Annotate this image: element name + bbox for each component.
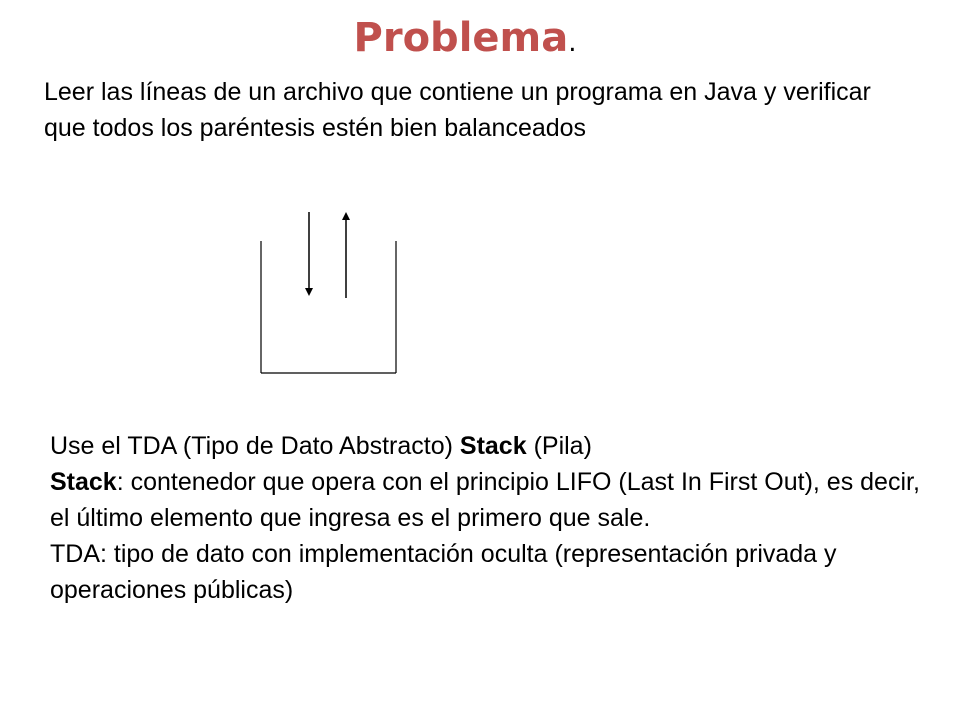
stack-term: Stack bbox=[50, 468, 117, 496]
tda-definition: TDA: tipo de dato con implementación oculta (representación privada y operaciones públicas) bbox=[50, 540, 837, 604]
tda-usage-stack: Stack bbox=[459, 432, 527, 460]
title-text: Problema bbox=[353, 15, 569, 61]
slide-title bbox=[0, 8, 930, 73]
stack-container bbox=[261, 241, 396, 373]
definitions-block bbox=[50, 428, 930, 608]
stack-definition-text: : contenedor que opera con el principio LIFO (Last In First Out), es decir, el último elemento que ingresa es el primero que sale. bbox=[50, 468, 920, 532]
problem-description: Leer las líneas de un archivo que contiene un programa en Java y verificar que todos los paréntesis estén bien balanceados bbox=[44, 78, 871, 142]
tda-usage-line bbox=[50, 428, 930, 464]
stack-diagram bbox=[250, 200, 410, 380]
tda-usage-prefix: Use el TDA (Tipo de Dato Abstracto) bbox=[50, 432, 460, 460]
tda-usage-suffix: (Pila) bbox=[526, 432, 592, 460]
title-period: . bbox=[568, 28, 577, 58]
stack-definition bbox=[50, 464, 930, 536]
